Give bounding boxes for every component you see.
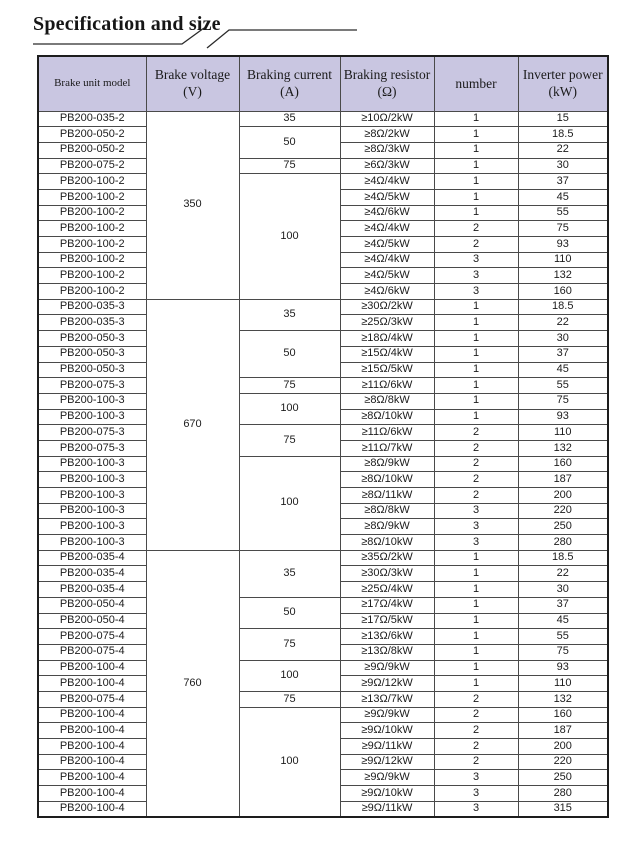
table-row bbox=[38, 425, 608, 441]
number-cell: 1 bbox=[434, 158, 518, 174]
model-cell: PB200-100-3 bbox=[38, 409, 146, 425]
power-cell: 45 bbox=[518, 189, 608, 205]
number-cell: 3 bbox=[434, 786, 518, 802]
column-header-current bbox=[239, 56, 340, 111]
resistor-cell: ≥15Ω/5kW bbox=[340, 362, 434, 378]
table-row bbox=[38, 393, 608, 409]
number-cell: 2 bbox=[434, 425, 518, 441]
power-cell: 22 bbox=[518, 142, 608, 158]
resistor-cell: ≥11Ω/7kW bbox=[340, 440, 434, 456]
number-cell: 1 bbox=[434, 409, 518, 425]
model-cell: PB200-100-4 bbox=[38, 801, 146, 817]
column-header-voltage-label: Brake voltage bbox=[154, 67, 231, 83]
number-cell: 3 bbox=[434, 503, 518, 519]
current-cell: 35 bbox=[239, 111, 340, 127]
resistor-cell: ≥4Ω/5kW bbox=[340, 237, 434, 253]
resistor-cell: ≥8Ω/8kW bbox=[340, 393, 434, 409]
number-cell: 2 bbox=[434, 754, 518, 770]
power-cell: 110 bbox=[518, 252, 608, 268]
table-row bbox=[38, 299, 608, 315]
power-cell: 93 bbox=[518, 237, 608, 253]
resistor-cell: ≥4Ω/4kW bbox=[340, 252, 434, 268]
model-cell: PB200-100-3 bbox=[38, 472, 146, 488]
resistor-cell: ≥8Ω/2kW bbox=[340, 127, 434, 143]
model-cell: PB200-050-3 bbox=[38, 331, 146, 347]
model-cell: PB200-100-3 bbox=[38, 488, 146, 504]
number-cell: 1 bbox=[434, 127, 518, 143]
resistor-cell: ≥4Ω/5kW bbox=[340, 189, 434, 205]
number-cell: 1 bbox=[434, 597, 518, 613]
resistor-cell: ≥9Ω/11kW bbox=[340, 801, 434, 817]
power-cell: 75 bbox=[518, 221, 608, 237]
model-cell: PB200-100-2 bbox=[38, 252, 146, 268]
voltage-cell: 350 bbox=[146, 111, 239, 299]
power-cell: 200 bbox=[518, 739, 608, 755]
power-cell: 187 bbox=[518, 472, 608, 488]
current-cell: 100 bbox=[239, 707, 340, 817]
resistor-cell: ≥8Ω/10kW bbox=[340, 472, 434, 488]
model-cell: PB200-035-4 bbox=[38, 582, 146, 598]
table-row bbox=[38, 597, 608, 613]
model-cell: PB200-050-2 bbox=[38, 142, 146, 158]
number-cell: 3 bbox=[434, 770, 518, 786]
number-cell: 2 bbox=[434, 237, 518, 253]
model-cell: PB200-050-2 bbox=[38, 127, 146, 143]
model-cell: PB200-100-4 bbox=[38, 739, 146, 755]
power-cell: 132 bbox=[518, 440, 608, 456]
power-cell: 75 bbox=[518, 644, 608, 660]
power-cell: 18.5 bbox=[518, 127, 608, 143]
resistor-cell: ≥25Ω/3kW bbox=[340, 315, 434, 331]
power-cell: 250 bbox=[518, 519, 608, 535]
power-cell: 55 bbox=[518, 629, 608, 645]
resistor-cell: ≥8Ω/9kW bbox=[340, 456, 434, 472]
resistor-cell: ≥9Ω/11kW bbox=[340, 739, 434, 755]
resistor-cell: ≥8Ω/8kW bbox=[340, 503, 434, 519]
spec-table-body bbox=[38, 111, 608, 817]
resistor-cell: ≥4Ω/6kW bbox=[340, 205, 434, 221]
current-cell: 50 bbox=[239, 331, 340, 378]
model-cell: PB200-100-3 bbox=[38, 503, 146, 519]
power-cell: 30 bbox=[518, 158, 608, 174]
column-header-number-label: number bbox=[455, 75, 497, 91]
column-header-power-label: Inverter power bbox=[522, 67, 603, 83]
number-cell: 2 bbox=[434, 221, 518, 237]
power-cell: 220 bbox=[518, 754, 608, 770]
resistor-cell: ≥13Ω/8kW bbox=[340, 644, 434, 660]
model-cell: PB200-100-2 bbox=[38, 268, 146, 284]
power-cell: 37 bbox=[518, 174, 608, 190]
column-header-number bbox=[434, 56, 518, 111]
resistor-cell: ≥4Ω/6kW bbox=[340, 284, 434, 300]
current-cell: 75 bbox=[239, 158, 340, 174]
resistor-cell: ≥4Ω/4kW bbox=[340, 174, 434, 190]
number-cell: 3 bbox=[434, 801, 518, 817]
current-cell: 50 bbox=[239, 127, 340, 158]
current-cell: 100 bbox=[239, 456, 340, 550]
power-cell: 55 bbox=[518, 205, 608, 221]
model-cell: PB200-100-4 bbox=[38, 786, 146, 802]
power-cell: 22 bbox=[518, 315, 608, 331]
model-cell: PB200-075-4 bbox=[38, 691, 146, 707]
number-cell: 1 bbox=[434, 331, 518, 347]
number-cell: 1 bbox=[434, 660, 518, 676]
table-row bbox=[38, 550, 608, 566]
resistor-cell: ≥17Ω/5kW bbox=[340, 613, 434, 629]
model-cell: PB200-100-4 bbox=[38, 754, 146, 770]
model-cell: PB200-075-2 bbox=[38, 158, 146, 174]
resistor-cell: ≥11Ω/6kW bbox=[340, 378, 434, 394]
model-cell: PB200-075-4 bbox=[38, 629, 146, 645]
power-cell: 160 bbox=[518, 707, 608, 723]
current-cell: 100 bbox=[239, 660, 340, 691]
power-cell: 15 bbox=[518, 111, 608, 127]
resistor-cell: ≥30Ω/3kW bbox=[340, 566, 434, 582]
model-cell: PB200-100-2 bbox=[38, 205, 146, 221]
resistor-cell: ≥11Ω/6kW bbox=[340, 425, 434, 441]
current-cell: 75 bbox=[239, 629, 340, 660]
column-header-model bbox=[38, 56, 146, 111]
power-cell: 18.5 bbox=[518, 299, 608, 315]
number-cell: 2 bbox=[434, 691, 518, 707]
power-cell: 187 bbox=[518, 723, 608, 739]
resistor-cell: ≥8Ω/3kW bbox=[340, 142, 434, 158]
table-row bbox=[38, 174, 608, 190]
model-cell: PB200-035-4 bbox=[38, 550, 146, 566]
model-cell: PB200-035-4 bbox=[38, 566, 146, 582]
current-cell: 75 bbox=[239, 691, 340, 707]
power-cell: 132 bbox=[518, 268, 608, 284]
table-row bbox=[38, 456, 608, 472]
number-cell: 2 bbox=[434, 440, 518, 456]
resistor-cell: ≥4Ω/4kW bbox=[340, 221, 434, 237]
number-cell: 1 bbox=[434, 676, 518, 692]
number-cell: 1 bbox=[434, 550, 518, 566]
power-cell: 37 bbox=[518, 346, 608, 362]
model-cell: PB200-100-3 bbox=[38, 535, 146, 551]
model-cell: PB200-100-4 bbox=[38, 707, 146, 723]
table-row bbox=[38, 378, 608, 394]
header-row bbox=[38, 56, 608, 111]
number-cell: 1 bbox=[434, 613, 518, 629]
model-cell: PB200-075-3 bbox=[38, 440, 146, 456]
resistor-cell: ≥9Ω/9kW bbox=[340, 660, 434, 676]
current-cell: 35 bbox=[239, 550, 340, 597]
resistor-cell: ≥9Ω/10kW bbox=[340, 786, 434, 802]
current-cell: 75 bbox=[239, 425, 340, 456]
column-header-model-label: Brake unit model bbox=[54, 77, 131, 90]
resistor-cell: ≥10Ω/2kW bbox=[340, 111, 434, 127]
number-cell: 1 bbox=[434, 205, 518, 221]
model-cell: PB200-100-3 bbox=[38, 393, 146, 409]
current-cell: 100 bbox=[239, 174, 340, 300]
power-cell: 160 bbox=[518, 456, 608, 472]
table-row bbox=[38, 111, 608, 127]
column-header-power bbox=[518, 56, 608, 111]
model-cell: PB200-100-2 bbox=[38, 221, 146, 237]
resistor-cell: ≥17Ω/4kW bbox=[340, 597, 434, 613]
resistor-cell: ≥13Ω/6kW bbox=[340, 629, 434, 645]
table-row bbox=[38, 331, 608, 347]
resistor-cell: ≥13Ω/7kW bbox=[340, 691, 434, 707]
number-cell: 1 bbox=[434, 362, 518, 378]
model-cell: PB200-075-4 bbox=[38, 644, 146, 660]
number-cell: 3 bbox=[434, 252, 518, 268]
resistor-cell: ≥25Ω/4kW bbox=[340, 582, 434, 598]
table-row bbox=[38, 629, 608, 645]
model-cell: PB200-100-4 bbox=[38, 770, 146, 786]
current-cell: 100 bbox=[239, 393, 340, 424]
number-cell: 1 bbox=[434, 299, 518, 315]
model-cell: PB200-100-2 bbox=[38, 237, 146, 253]
number-cell: 1 bbox=[434, 346, 518, 362]
number-cell: 1 bbox=[434, 582, 518, 598]
power-cell: 22 bbox=[518, 566, 608, 582]
power-cell: 45 bbox=[518, 362, 608, 378]
current-cell: 35 bbox=[239, 299, 340, 330]
current-cell: 50 bbox=[239, 597, 340, 628]
model-cell: PB200-075-3 bbox=[38, 425, 146, 441]
resistor-cell: ≥4Ω/5kW bbox=[340, 268, 434, 284]
power-cell: 45 bbox=[518, 613, 608, 629]
column-header-voltage-unit: (V) bbox=[183, 83, 202, 99]
power-cell: 93 bbox=[518, 409, 608, 425]
model-cell: PB200-100-3 bbox=[38, 456, 146, 472]
power-cell: 18.5 bbox=[518, 550, 608, 566]
number-cell: 2 bbox=[434, 707, 518, 723]
model-cell: PB200-035-3 bbox=[38, 315, 146, 331]
model-cell: PB200-100-4 bbox=[38, 676, 146, 692]
resistor-cell: ≥8Ω/9kW bbox=[340, 519, 434, 535]
resistor-cell: ≥9Ω/9kW bbox=[340, 707, 434, 723]
table-row bbox=[38, 707, 608, 723]
number-cell: 3 bbox=[434, 284, 518, 300]
resistor-cell: ≥6Ω/3kW bbox=[340, 158, 434, 174]
number-cell: 1 bbox=[434, 174, 518, 190]
power-cell: 200 bbox=[518, 488, 608, 504]
number-cell: 1 bbox=[434, 393, 518, 409]
page-title: Specification and size bbox=[33, 13, 221, 35]
number-cell: 2 bbox=[434, 723, 518, 739]
spec-table bbox=[37, 55, 609, 818]
number-cell: 1 bbox=[434, 629, 518, 645]
resistor-cell: ≥30Ω/2kW bbox=[340, 299, 434, 315]
model-cell: PB200-100-2 bbox=[38, 174, 146, 190]
model-cell: PB200-100-3 bbox=[38, 519, 146, 535]
table-row bbox=[38, 660, 608, 676]
power-cell: 30 bbox=[518, 331, 608, 347]
resistor-cell: ≥35Ω/2kW bbox=[340, 550, 434, 566]
number-cell: 2 bbox=[434, 456, 518, 472]
number-cell: 2 bbox=[434, 472, 518, 488]
power-cell: 132 bbox=[518, 691, 608, 707]
resistor-cell: ≥18Ω/4kW bbox=[340, 331, 434, 347]
resistor-cell: ≥9Ω/9kW bbox=[340, 770, 434, 786]
number-cell: 1 bbox=[434, 566, 518, 582]
model-cell: PB200-100-4 bbox=[38, 660, 146, 676]
current-cell: 75 bbox=[239, 378, 340, 394]
column-header-power-unit: (kW) bbox=[548, 83, 577, 99]
model-cell: PB200-075-3 bbox=[38, 378, 146, 394]
number-cell: 1 bbox=[434, 378, 518, 394]
resistor-cell: ≥8Ω/11kW bbox=[340, 488, 434, 504]
model-cell: PB200-035-2 bbox=[38, 111, 146, 127]
column-header-resistor-unit: (Ω) bbox=[377, 83, 397, 99]
power-cell: 160 bbox=[518, 284, 608, 300]
number-cell: 2 bbox=[434, 739, 518, 755]
model-cell: PB200-050-3 bbox=[38, 346, 146, 362]
column-header-current-unit: (A) bbox=[280, 83, 299, 99]
model-cell: PB200-035-3 bbox=[38, 299, 146, 315]
voltage-cell: 670 bbox=[146, 299, 239, 550]
power-cell: 220 bbox=[518, 503, 608, 519]
power-cell: 280 bbox=[518, 535, 608, 551]
model-cell: PB200-100-2 bbox=[38, 189, 146, 205]
spec-table-header bbox=[38, 56, 608, 111]
table-row bbox=[38, 691, 608, 707]
resistor-cell: ≥9Ω/12kW bbox=[340, 676, 434, 692]
model-cell: PB200-050-4 bbox=[38, 597, 146, 613]
model-cell: PB200-100-2 bbox=[38, 284, 146, 300]
table-row bbox=[38, 127, 608, 143]
resistor-cell: ≥9Ω/10kW bbox=[340, 723, 434, 739]
power-cell: 280 bbox=[518, 786, 608, 802]
number-cell: 3 bbox=[434, 519, 518, 535]
column-header-current-label: Braking current bbox=[246, 67, 333, 83]
number-cell: 1 bbox=[434, 315, 518, 331]
power-cell: 37 bbox=[518, 597, 608, 613]
column-header-resistor-label: Braking resistor bbox=[343, 67, 431, 83]
number-cell: 1 bbox=[434, 142, 518, 158]
number-cell: 1 bbox=[434, 644, 518, 660]
model-cell: PB200-050-4 bbox=[38, 613, 146, 629]
column-header-voltage bbox=[146, 56, 239, 111]
power-cell: 110 bbox=[518, 425, 608, 441]
resistor-cell: ≥15Ω/4kW bbox=[340, 346, 434, 362]
power-cell: 55 bbox=[518, 378, 608, 394]
resistor-cell: ≥8Ω/10kW bbox=[340, 535, 434, 551]
power-cell: 93 bbox=[518, 660, 608, 676]
power-cell: 250 bbox=[518, 770, 608, 786]
model-cell: PB200-050-3 bbox=[38, 362, 146, 378]
voltage-cell: 760 bbox=[146, 550, 239, 817]
number-cell: 3 bbox=[434, 535, 518, 551]
column-header-resistor bbox=[340, 56, 434, 111]
resistor-cell: ≥8Ω/10kW bbox=[340, 409, 434, 425]
power-cell: 75 bbox=[518, 393, 608, 409]
power-cell: 30 bbox=[518, 582, 608, 598]
model-cell: PB200-100-4 bbox=[38, 723, 146, 739]
power-cell: 315 bbox=[518, 801, 608, 817]
number-cell: 1 bbox=[434, 111, 518, 127]
resistor-cell: ≥9Ω/12kW bbox=[340, 754, 434, 770]
table-row bbox=[38, 158, 608, 174]
number-cell: 1 bbox=[434, 189, 518, 205]
power-cell: 110 bbox=[518, 676, 608, 692]
number-cell: 2 bbox=[434, 488, 518, 504]
number-cell: 3 bbox=[434, 268, 518, 284]
